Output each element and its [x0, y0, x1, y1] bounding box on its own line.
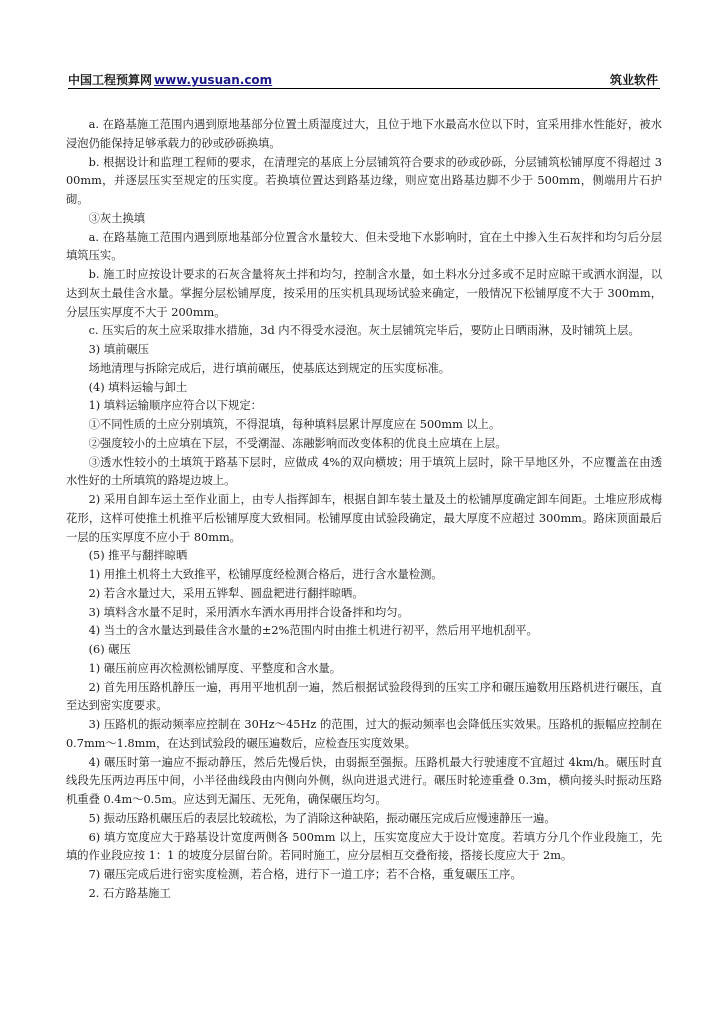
paragraph: 2) 首先用压路机静压一遍，再用平地机刮一遍，然后根据试验段得到的压实工序和碾压遍数用压路机进行碾压，直至达到密实度要求。	[66, 680, 662, 713]
paragraph: 5) 振动压路机碾压后的表层比较疏松，为了消除这种缺陷，振动碾压完成后应慢速静压一遍。	[88, 811, 556, 825]
paragraph: (5) 推平与翻拌晾晒	[88, 549, 188, 563]
paragraph: 2) 采用自卸车运土至作业面上，由专人指挥卸车，根据自卸车装土量及土的松铺厚度确定卸车间距。土堆应形成梅花形，这样可使推土机推平后松铺厚度大致相同。松铺厚度由试验段确定，最大厚度不应超过 300mm。路床顶面最后一层的压实厚度不应小于 80mm。	[66, 493, 662, 544]
paragraph: (4) 填料运输与卸土	[88, 380, 188, 394]
paragraph: ①不同性质的土应分别填筑，不得混填，每种填料层累计厚度应在 500mm 以上。	[88, 418, 501, 431]
paragraph: 1) 碾压前应再次检测松铺厚度、平整度和含水量。	[88, 661, 342, 675]
paragraph: 3) 填前碾压	[88, 343, 149, 356]
paragraph: a. 在路基施工范围内遇到原地基部分位置土质湿度过大，且位于地下水最高水位以下时，宜采用排水性能好，被水浸泡仍能保持足够承载力的砂或砂砾换填。	[66, 118, 662, 150]
site-name-text: 中国工程预算网	[68, 73, 153, 87]
paragraph: 3) 压路机的振动频率应控制在 30Hz～45Hz 的范围，过大的振动频率也会降低压实效果。压路机的振幅应控制在 0.7mm～1.8mm，在达到试验段的碾压遍数后，应检查压实度效果。	[66, 718, 662, 750]
paragraph: c. 压实后的灰土应采取排水措施，3d 内不得受水浸泡。灰土层铺筑完毕后，要防止日晒雨淋，及时铺筑上层。	[88, 324, 640, 338]
paragraph: ③灰土换填	[88, 211, 146, 225]
site-name	[68, 71, 272, 88]
site-url-link[interactable]: www.yusuan.com	[154, 73, 273, 87]
paragraph: 1) 填料运输顺序应符合以下规定：	[88, 399, 262, 413]
document-body	[66, 116, 662, 904]
paragraph: 3) 填料含水量不足时，采用洒水车洒水再用拌合设备拌和均匀。	[88, 605, 409, 619]
paragraph: 2. 石方路基施工	[88, 886, 171, 900]
paragraph: 6) 填方宽度应大于路基设计宽度两侧各 500mm 以上，压实宽度应大于设计宽度。若填方分几个作业段施工，先填的作业段应按 1：1 的坡度分层留台阶。若同时施工，应分层相互交叠衔接，搭接长度应大于 2m。	[66, 830, 662, 863]
paragraph: 2) 若含水量过大，采用五铧犁、圆盘耙进行翻拌晾晒。	[88, 586, 364, 600]
paragraph: ③透水性较小的土填筑于路基下层时，应做成 4%的双向横坡；用于填筑上层时，除干旱地区外，不应覆盖在由透水性好的土所填筑的路堤边坡上。	[66, 455, 662, 488]
brand-name: 筑业软件	[609, 73, 658, 87]
paragraph: 7) 碾压完成后进行密实度检测，若合格，进行下一道工序；若不合格，重复碾压工序。	[88, 868, 522, 881]
paragraph: (6) 碾压	[88, 643, 131, 656]
paragraph: 场地清理与拆除完成后，进行填前碾压，使基底达到规定的压实度标准。	[88, 361, 451, 375]
paragraph: 4) 碾压时第一遍应不振动静压，然后先慢后快，由弱振至强振。压路机最大行驶速度不宜超过 4km/h。碾压时直线段先压两边再压中间，小半径曲线段由内侧向外侧，纵向进退式进行。碾压时轮迹重叠 0.3m，横向接头时振动压路机重叠 0.4m～0.5m。应达到无漏压、无死角，确保碾压均匀。	[66, 755, 662, 806]
paragraph: ②强度较小的土应填在下层，不受潮湿、冻融影响而改变体积的优良土应填在上层。	[88, 436, 507, 450]
paragraph: a. 在路基施工范围内遇到原地基部分位置含水量较大、但未受地下水影响时，宜在土中掺入生石灰拌和均匀后分层填筑压实。	[66, 230, 662, 263]
page-header	[68, 68, 660, 89]
paragraph: b. 根据设计和监理工程师的要求，在清理完的基底上分层铺筑符合要求的砂或砂砾，分层铺筑松铺厚度不得超过 300mm，并逐层压实至规定的压实度。若换填位置达到路基边缘，则应宽出路基边脚不少于 500mm，侧端用片石护砌。	[66, 155, 662, 206]
paragraph: 1) 用推土机将土大致推平，松铺厚度经检测合格后，进行含水量检测。	[88, 568, 443, 581]
paragraph: 4) 当土的含水量达到最佳含水量的±2%范围内时由推土机进行初平，然后用平地机刮平。	[88, 624, 538, 638]
paragraph: b. 施工时应按设计要求的石灰含量将灰土拌和均匀，控制含水量，如土料水分过多或不足时应晾干或洒水润湿，以达到灰土最佳含水量。掌握分层松铺厚度，按采用的压实机具现场试验来确定，一般情况下松铺厚度不大于 300mm，分层压实厚度不大于 200mm。	[66, 268, 662, 319]
